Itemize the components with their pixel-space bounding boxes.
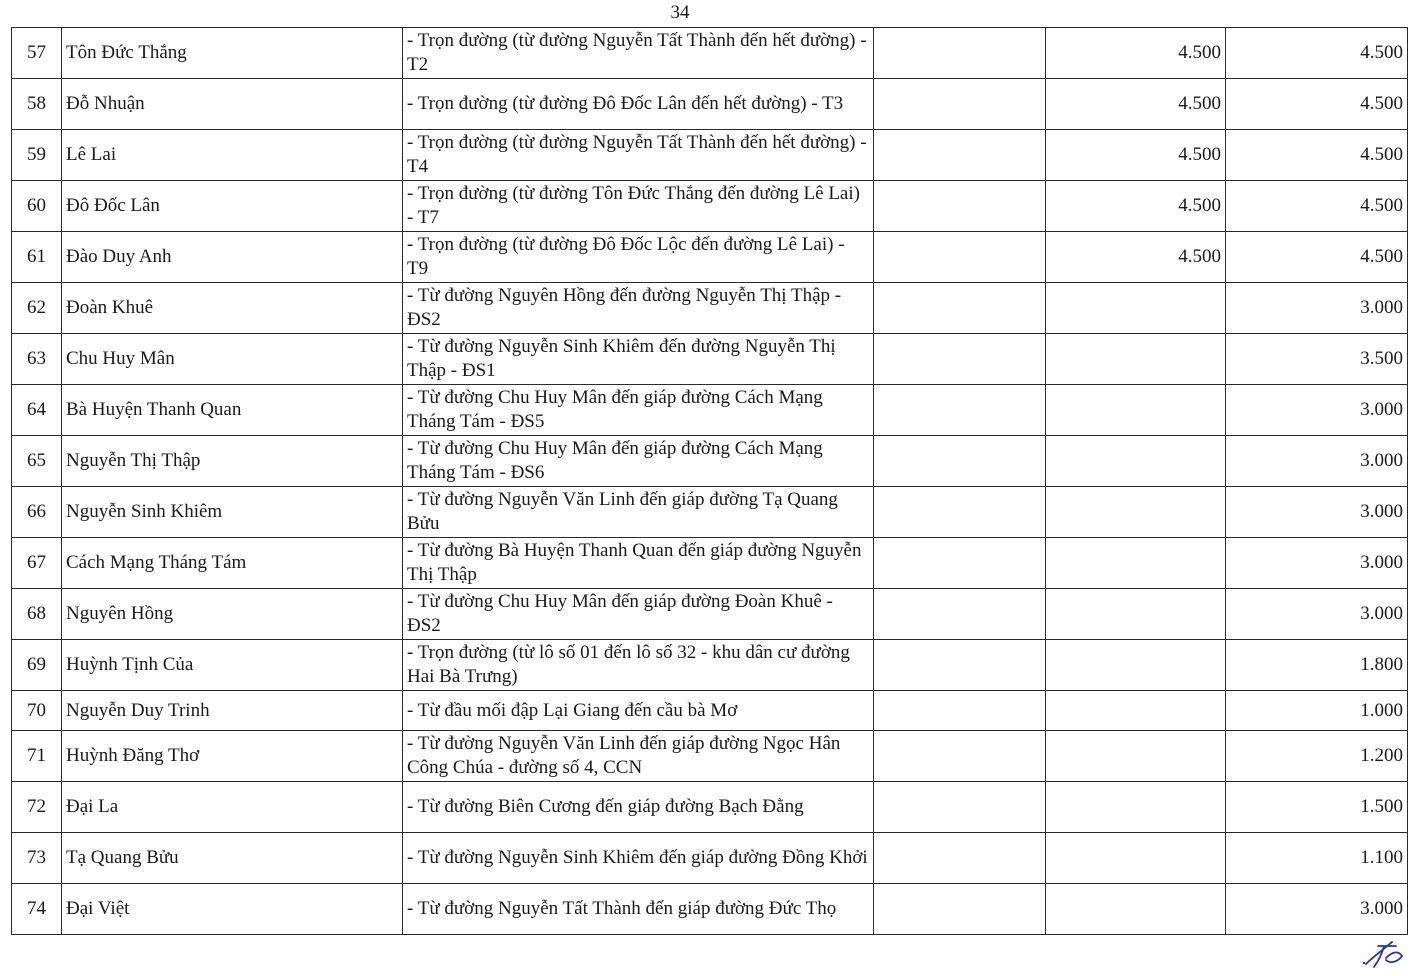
price-column-3-cell: 3.500 xyxy=(1226,334,1408,385)
row-number-cell: 66 xyxy=(12,487,62,538)
table-row xyxy=(12,28,1408,79)
street-name-cell: Đại La xyxy=(62,782,403,833)
table-row xyxy=(12,385,1408,436)
price-column-2-cell xyxy=(1046,487,1226,538)
price-column-1-cell xyxy=(874,232,1046,283)
price-column-3-cell: 1.500 xyxy=(1226,782,1408,833)
table-row xyxy=(12,130,1408,181)
row-number-cell: 72 xyxy=(12,782,62,833)
street-name-cell: Nguyễn Thị Thập xyxy=(62,436,403,487)
row-number-cell: 69 xyxy=(12,640,62,691)
table-row xyxy=(12,334,1408,385)
table-row xyxy=(12,589,1408,640)
table-row xyxy=(12,181,1408,232)
street-section-cell: - Từ đường Chu Huy Mân đến giáp đường Cách Mạng Tháng Tám - ĐS5 xyxy=(403,385,874,436)
table-row xyxy=(12,782,1408,833)
street-name-cell: Nguyễn Sinh Khiêm xyxy=(62,487,403,538)
price-column-1-cell xyxy=(874,28,1046,79)
table-row xyxy=(12,283,1408,334)
price-column-2-cell xyxy=(1046,884,1226,935)
street-name-cell: Huỳnh Đăng Thơ xyxy=(62,731,403,782)
row-number-cell: 64 xyxy=(12,385,62,436)
street-name-cell: Nguyên Hồng xyxy=(62,589,403,640)
street-name-cell: Đào Duy Anh xyxy=(62,232,403,283)
street-name-cell: Đại Việt xyxy=(62,884,403,935)
price-column-3-cell: 1.200 xyxy=(1226,731,1408,782)
price-column-2-cell: 4.500 xyxy=(1046,28,1226,79)
price-column-2-cell: 4.500 xyxy=(1046,232,1226,283)
street-name-cell: Bà Huyện Thanh Quan xyxy=(62,385,403,436)
price-column-3-cell: 1.800 xyxy=(1226,640,1408,691)
row-number-cell: 61 xyxy=(12,232,62,283)
table-row xyxy=(12,232,1408,283)
street-name-cell: Đô Đốc Lân xyxy=(62,181,403,232)
street-section-cell: - Từ đường Bà Huyện Thanh Quan đến giáp đường Nguyễn Thị Thập xyxy=(403,538,874,589)
price-column-3-cell: 4.500 xyxy=(1226,79,1408,130)
price-column-3-cell: 4.500 xyxy=(1226,130,1408,181)
price-column-1-cell xyxy=(874,79,1046,130)
price-column-2-cell xyxy=(1046,283,1226,334)
street-section-cell: - Trọn đường (từ đường Nguyễn Tất Thành đến hết đường) - T4 xyxy=(403,130,874,181)
street-section-cell: - Trọn đường (từ lô số 01 đến lô số 32 - khu dân cư đường Hai Bà Trưng) xyxy=(403,640,874,691)
price-column-1-cell xyxy=(874,130,1046,181)
handwritten-initials-icon xyxy=(1362,936,1406,970)
table-body xyxy=(12,28,1408,935)
price-column-2-cell xyxy=(1046,731,1226,782)
price-column-3-cell: 1.000 xyxy=(1226,691,1408,731)
price-column-2-cell: 4.500 xyxy=(1046,130,1226,181)
price-column-2-cell xyxy=(1046,436,1226,487)
price-column-3-cell: 3.000 xyxy=(1226,436,1408,487)
price-column-1-cell xyxy=(874,436,1046,487)
row-number-cell: 57 xyxy=(12,28,62,79)
table-row xyxy=(12,731,1408,782)
table-row xyxy=(12,640,1408,691)
row-number-cell: 60 xyxy=(12,181,62,232)
street-name-cell: Tôn Đức Thắng xyxy=(62,28,403,79)
price-column-3-cell: 1.100 xyxy=(1226,833,1408,884)
street-name-cell: Đoàn Khuê xyxy=(62,283,403,334)
price-column-1-cell xyxy=(874,640,1046,691)
street-section-cell: - Từ đường Chu Huy Mân đến giáp đường Cách Mạng Tháng Tám - ĐS6 xyxy=(403,436,874,487)
price-column-2-cell xyxy=(1046,691,1226,731)
price-column-3-cell: 3.000 xyxy=(1226,385,1408,436)
row-number-cell: 63 xyxy=(12,334,62,385)
street-section-cell: - Từ đường Nguyễn Sinh Khiêm đến giáp đường Đồng Khởi xyxy=(403,833,874,884)
row-number-cell: 59 xyxy=(12,130,62,181)
row-number-cell: 70 xyxy=(12,691,62,731)
street-name-cell: Lê Lai xyxy=(62,130,403,181)
row-number-cell: 65 xyxy=(12,436,62,487)
price-column-2-cell: 4.500 xyxy=(1046,79,1226,130)
price-column-1-cell xyxy=(874,334,1046,385)
street-section-cell: - Trọn đường (từ đường Đô Đốc Lộc đến đường Lê Lai) - T9 xyxy=(403,232,874,283)
price-column-1-cell xyxy=(874,833,1046,884)
price-column-3-cell: 3.000 xyxy=(1226,589,1408,640)
street-name-cell: Chu Huy Mân xyxy=(62,334,403,385)
price-column-2-cell xyxy=(1046,640,1226,691)
price-column-3-cell: 4.500 xyxy=(1226,181,1408,232)
price-column-2-cell xyxy=(1046,334,1226,385)
street-section-cell: - Trọn đường (từ đường Nguyễn Tất Thành đến hết đường) - T2 xyxy=(403,28,874,79)
street-section-cell: - Từ đường Chu Huy Mân đến giáp đường Đoàn Khuê - ĐS2 xyxy=(403,589,874,640)
price-column-1-cell xyxy=(874,181,1046,232)
price-column-2-cell xyxy=(1046,385,1226,436)
street-section-cell: - Từ đường Biên Cương đến giáp đường Bạch Đằng xyxy=(403,782,874,833)
row-number-cell: 58 xyxy=(12,79,62,130)
page-number: 34 xyxy=(670,2,690,23)
row-number-cell: 71 xyxy=(12,731,62,782)
street-section-cell: - Từ đường Nguyễn Tất Thành đến giáp đường Đức Thọ xyxy=(403,884,874,935)
street-name-cell: Cách Mạng Tháng Tám xyxy=(62,538,403,589)
price-column-2-cell xyxy=(1046,538,1226,589)
street-section-cell: - Từ đường Nguyễn Văn Linh đến giáp đường Ngọc Hân Công Chúa - đường số 4, CCN xyxy=(403,731,874,782)
row-number-cell: 73 xyxy=(12,833,62,884)
row-number-cell: 62 xyxy=(12,283,62,334)
table-row xyxy=(12,691,1408,731)
price-column-3-cell: 4.500 xyxy=(1226,28,1408,79)
street-name-cell: Tạ Quang Bửu xyxy=(62,833,403,884)
price-column-3-cell: 4.500 xyxy=(1226,232,1408,283)
street-section-cell: - Từ đầu mối đập Lại Giang đến cầu bà Mơ xyxy=(403,691,874,731)
row-number-cell: 67 xyxy=(12,538,62,589)
street-section-cell: - Trọn đường (từ đường Đô Đốc Lân đến hết đường) - T3 xyxy=(403,79,874,130)
table-row xyxy=(12,487,1408,538)
price-column-2-cell: 4.500 xyxy=(1046,181,1226,232)
street-name-cell: Đỗ Nhuận xyxy=(62,79,403,130)
street-section-cell: - Từ đường Nguyễn Sinh Khiêm đến đường Nguyễn Thị Thập - ĐS1 xyxy=(403,334,874,385)
price-column-1-cell xyxy=(874,385,1046,436)
table-row xyxy=(12,884,1408,935)
price-column-1-cell xyxy=(874,782,1046,833)
price-column-3-cell: 3.000 xyxy=(1226,283,1408,334)
table-row xyxy=(12,833,1408,884)
row-number-cell: 68 xyxy=(12,589,62,640)
table-row xyxy=(12,79,1408,130)
price-column-3-cell: 3.000 xyxy=(1226,538,1408,589)
price-column-2-cell xyxy=(1046,589,1226,640)
price-column-1-cell xyxy=(874,487,1046,538)
price-column-1-cell xyxy=(874,283,1046,334)
street-section-cell: - Từ đường Nguyễn Văn Linh đến giáp đường Tạ Quang Bửu xyxy=(403,487,874,538)
street-name-cell: Nguyễn Duy Trinh xyxy=(62,691,403,731)
price-column-2-cell xyxy=(1046,833,1226,884)
row-number-cell: 74 xyxy=(12,884,62,935)
table-row xyxy=(12,538,1408,589)
price-column-1-cell xyxy=(874,884,1046,935)
price-column-1-cell xyxy=(874,589,1046,640)
street-section-cell: - Trọn đường (từ đường Tôn Đức Thắng đến đường Lê Lai) - T7 xyxy=(403,181,874,232)
street-name-cell: Huỳnh Tịnh Của xyxy=(62,640,403,691)
price-column-2-cell xyxy=(1046,782,1226,833)
price-column-3-cell: 3.000 xyxy=(1226,884,1408,935)
price-column-3-cell: 3.000 xyxy=(1226,487,1408,538)
table-row xyxy=(12,436,1408,487)
street-section-cell: - Từ đường Nguyên Hồng đến đường Nguyễn Thị Thập - ĐS2 xyxy=(403,283,874,334)
price-column-1-cell xyxy=(874,731,1046,782)
price-column-1-cell xyxy=(874,691,1046,731)
land-price-table xyxy=(11,27,1408,935)
price-column-1-cell xyxy=(874,538,1046,589)
